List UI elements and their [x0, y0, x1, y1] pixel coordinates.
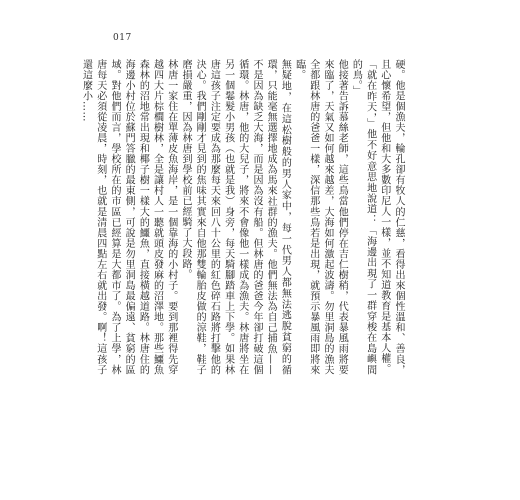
page-number: 017: [113, 33, 132, 43]
body-text: [80, 59, 405, 375]
paragraph: 「就在昨天，」他不好意思地說道：「海邊出現了一群穿梭在島嶼間的鳥。」: [350, 59, 376, 375]
paragraph: 他接著告訴慕絲老師，這些鳥當他們停在吉仁樹稍，代表暴風雨將要來臨了，天氣又如何越來越差，大海如何激起波濤。勿里洞島的漁夫全都跟林唐的爸爸一樣，深信那些鳥若是出現，就預示暴風雨即將來臨。: [293, 59, 348, 375]
paragraph: 無疑地，在這松樹般的男人家中，每一代男人都無法逃脫貧窮的循環，只能毫無選擇地成為馬來社群的漁夫。他們無法為自己捕魚——不是因為缺乏大海，而是因為沒有船。但林唐的爸爸今年卻打破這個循環。林唐，他的大兒子，將來不會像他一樣成為漁夫。林唐將坐在另一個鬈髮小男孩（也就是我）身旁，每天騎腳踏車上下學。如果林唐這孩子注定要成為那麼每天來回八十公里的紅色碎石路將打擊他的決心。我們剛剛才見到的焦味其實來自他那雙輪胎皮做的涼鞋，鞋子磨損嚴重，因為林唐到學校前已經騎了大段路。: [179, 59, 291, 375]
paragraph: 林唐一家住在單薄皮魚海岸，是一個靠海的小村子。要到那裡得先穿越四大片棕櫚樹林，全是讓村人一聽就頭皮發麻的沼澤地。那些鱷魚森林的沼地常出現和椰子樹一樣大的鱷魚，直接橫越道路。林唐住的海邊小村位於蘇門答臘的最東側，可說是勿里洞島最偏遠、貧窮的區域。對他們而言，學校所在的市區已經算是大都市了。為了上學，林唐每天必須從凌晨，時刻，也就是清晨四點左右就出發。啊！這孩子還這麼小……: [80, 59, 177, 375]
paragraph: 硬。他是個漁夫，輪孔卻有牧人的仁慈，看得出來個性溫和、善良，且心懷希望，但他和大多數印尼人一樣，並不知道教育是基本人權。: [378, 59, 404, 375]
